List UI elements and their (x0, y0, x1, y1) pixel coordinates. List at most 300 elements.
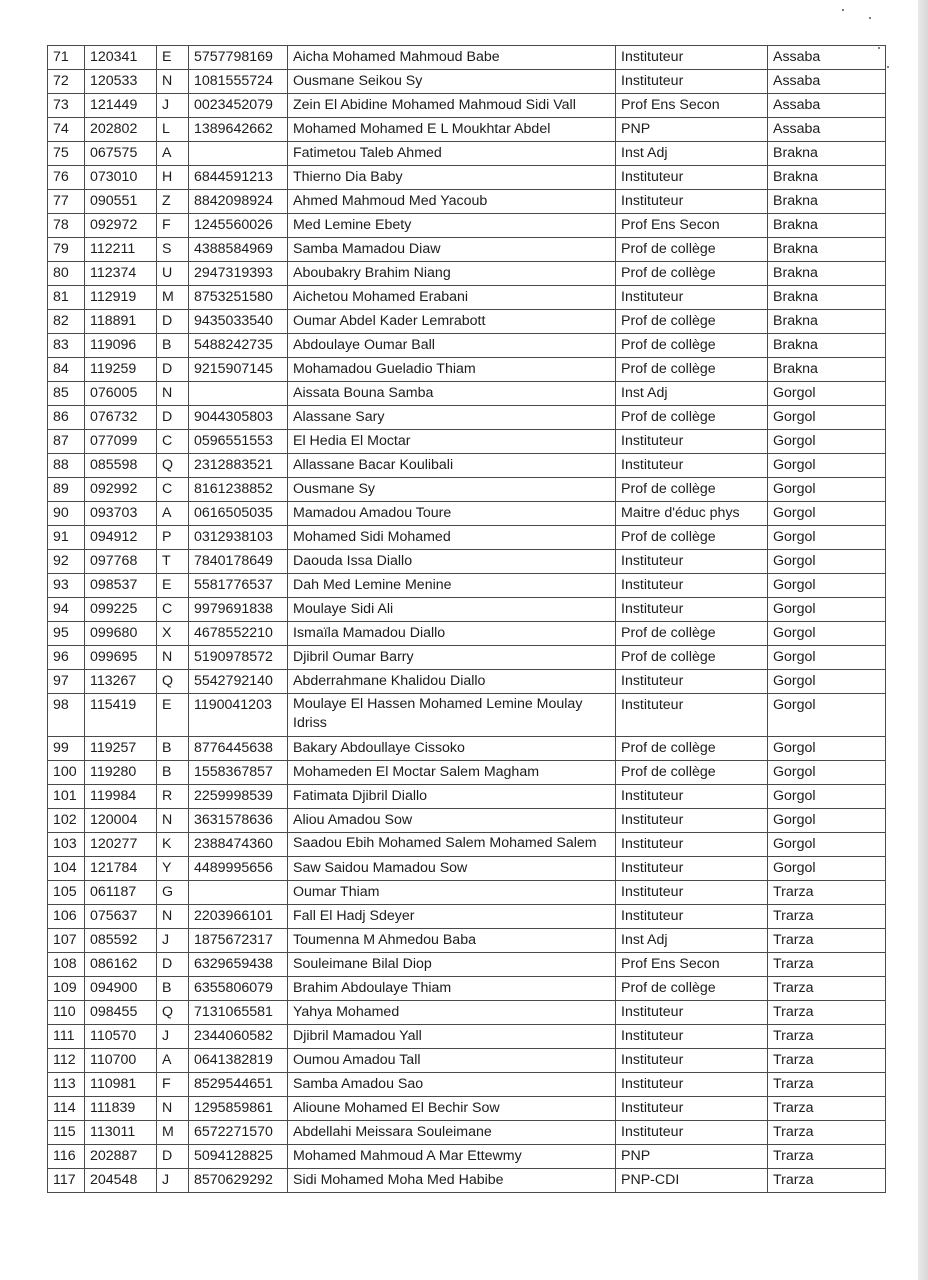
wilaya-cell: Gorgol (768, 526, 886, 550)
row-number-cell: 84 (48, 358, 85, 382)
wilaya-cell: Assaba (768, 118, 886, 142)
function-cell: Instituteur (616, 70, 768, 94)
wilaya-cell: Trarza (768, 1145, 886, 1169)
row-number-cell: 86 (48, 406, 85, 430)
table-row (48, 262, 886, 286)
nni-cell: 8161238852 (189, 478, 288, 502)
nni-cell: 6844591213 (189, 166, 288, 190)
wilaya-cell: Gorgol (768, 670, 886, 694)
nni-cell: 0596551553 (189, 430, 288, 454)
nni-cell: 7131065581 (189, 1001, 288, 1025)
full-name-cell: Abderrahmane Khalidou Diallo (288, 670, 616, 694)
table-row (48, 646, 886, 670)
function-cell: Instituteur (616, 785, 768, 809)
table-row (48, 166, 886, 190)
key-letter-cell: A (157, 142, 189, 166)
wilaya-cell: Brakna (768, 334, 886, 358)
table-row (48, 526, 886, 550)
row-number-cell: 90 (48, 502, 85, 526)
function-cell: Instituteur (616, 550, 768, 574)
full-name-cell: Ahmed Mahmoud Med Yacoub (288, 190, 616, 214)
wilaya-cell: Brakna (768, 214, 886, 238)
function-cell: Prof Ens Secon (616, 94, 768, 118)
full-name-cell: El Hedia El Moctar (288, 430, 616, 454)
function-cell: Prof de collège (616, 761, 768, 785)
key-letter-cell: S (157, 238, 189, 262)
full-name-cell: Aichetou Mohamed Erabani (288, 286, 616, 310)
function-cell: PNP (616, 1145, 768, 1169)
key-letter-cell: C (157, 430, 189, 454)
wilaya-cell: Brakna (768, 166, 886, 190)
key-letter-cell: C (157, 478, 189, 502)
matricule-cell: 120277 (85, 833, 157, 857)
wilaya-cell: Trarza (768, 929, 886, 953)
full-name-cell: Aboubakry Brahim Niang (288, 262, 616, 286)
wilaya-cell: Gorgol (768, 574, 886, 598)
full-name-cell: Djibril Mamadou Yall (288, 1025, 616, 1049)
table-row (48, 809, 886, 833)
row-number-cell: 98 (48, 694, 85, 737)
wilaya-cell: Gorgol (768, 406, 886, 430)
full-name-cell: Saadou Ebih Mohamed Salem Mohamed Salem (288, 833, 616, 857)
key-letter-cell: M (157, 286, 189, 310)
key-letter-cell: Q (157, 670, 189, 694)
nni-cell: 1245560026 (189, 214, 288, 238)
matricule-cell: 118891 (85, 310, 157, 334)
full-name-cell: Ousmane Seikou Sy (288, 70, 616, 94)
row-number-cell: 92 (48, 550, 85, 574)
nni-cell: 2344060582 (189, 1025, 288, 1049)
key-letter-cell: L (157, 118, 189, 142)
row-number-cell: 110 (48, 1001, 85, 1025)
key-letter-cell: B (157, 761, 189, 785)
nni-cell: 4489995656 (189, 857, 288, 881)
nni-cell: 8842098924 (189, 190, 288, 214)
function-cell: PNP-CDI (616, 1169, 768, 1193)
matricule-cell: 092992 (85, 478, 157, 502)
function-cell: Instituteur (616, 1049, 768, 1073)
function-cell: Instituteur (616, 809, 768, 833)
scan-speck (887, 66, 889, 68)
matricule-cell: 097768 (85, 550, 157, 574)
matricule-cell: 093703 (85, 502, 157, 526)
full-name-cell: Samba Mamadou Diaw (288, 238, 616, 262)
matricule-cell: 112919 (85, 286, 157, 310)
wilaya-cell: Trarza (768, 1049, 886, 1073)
table-row (48, 1145, 886, 1169)
table-row (48, 1001, 886, 1025)
key-letter-cell: F (157, 214, 189, 238)
table-row (48, 502, 886, 526)
row-number-cell: 97 (48, 670, 85, 694)
wilaya-cell: Trarza (768, 1097, 886, 1121)
nni-cell: 6572271570 (189, 1121, 288, 1145)
scan-speck (869, 17, 871, 19)
full-name-cell: Dah Med Lemine Menine (288, 574, 616, 598)
table-row (48, 286, 886, 310)
wilaya-cell: Trarza (768, 905, 886, 929)
matricule-cell: 061187 (85, 881, 157, 905)
wilaya-cell: Gorgol (768, 550, 886, 574)
matricule-cell: 098537 (85, 574, 157, 598)
nni-cell: 4388584969 (189, 238, 288, 262)
matricule-cell: 076005 (85, 382, 157, 406)
full-name-cell: Moulaye Sidi Ali (288, 598, 616, 622)
row-number-cell: 83 (48, 334, 85, 358)
key-letter-cell: D (157, 310, 189, 334)
wilaya-cell: Gorgol (768, 382, 886, 406)
wilaya-cell: Gorgol (768, 622, 886, 646)
key-letter-cell: C (157, 598, 189, 622)
function-cell: Prof de collège (616, 622, 768, 646)
key-letter-cell: D (157, 953, 189, 977)
table-row (48, 574, 886, 598)
key-letter-cell: J (157, 1169, 189, 1193)
nni-cell: 2947319393 (189, 262, 288, 286)
function-cell: Prof de collège (616, 334, 768, 358)
function-cell: Instituteur (616, 833, 768, 857)
wilaya-cell: Gorgol (768, 454, 886, 478)
full-name-cell: Sidi Mohamed Moha Med Habibe (288, 1169, 616, 1193)
wilaya-cell: Gorgol (768, 833, 886, 857)
nni-cell: 9044305803 (189, 406, 288, 430)
matricule-cell: 113011 (85, 1121, 157, 1145)
table-row (48, 977, 886, 1001)
full-name-cell: Souleimane Bilal Diop (288, 953, 616, 977)
table-row (48, 761, 886, 785)
matricule-cell: 099695 (85, 646, 157, 670)
table-row (48, 70, 886, 94)
key-letter-cell: Z (157, 190, 189, 214)
matricule-cell: 086162 (85, 953, 157, 977)
wilaya-cell: Gorgol (768, 430, 886, 454)
table-row (48, 737, 886, 761)
matricule-cell: 111839 (85, 1097, 157, 1121)
matricule-cell: 202887 (85, 1145, 157, 1169)
key-letter-cell: D (157, 406, 189, 430)
full-name-cell: Moulaye El Hassen Mohamed Lemine Moulay Idriss (288, 694, 616, 737)
table-row (48, 238, 886, 262)
row-number-cell: 80 (48, 262, 85, 286)
nni-cell: 5094128825 (189, 1145, 288, 1169)
wilaya-cell: Trarza (768, 953, 886, 977)
key-letter-cell: D (157, 358, 189, 382)
table-row (48, 1169, 886, 1193)
wilaya-cell: Gorgol (768, 761, 886, 785)
full-name-cell: Oumar Abdel Kader Lemrabott (288, 310, 616, 334)
table-row (48, 1097, 886, 1121)
key-letter-cell: N (157, 809, 189, 833)
full-name-cell: Mohamed Sidi Mohamed (288, 526, 616, 550)
nni-cell: 0312938103 (189, 526, 288, 550)
function-cell: Instituteur (616, 1073, 768, 1097)
key-letter-cell: E (157, 574, 189, 598)
nni-cell (189, 142, 288, 166)
wilaya-cell: Gorgol (768, 502, 886, 526)
key-letter-cell: K (157, 833, 189, 857)
key-letter-cell: X (157, 622, 189, 646)
wilaya-cell: Brakna (768, 262, 886, 286)
matricule-cell: 115419 (85, 694, 157, 737)
nni-cell: 9979691838 (189, 598, 288, 622)
row-number-cell: 102 (48, 809, 85, 833)
table-row (48, 118, 886, 142)
full-name-cell: Alioune Mohamed El Bechir Sow (288, 1097, 616, 1121)
row-number-cell: 74 (48, 118, 85, 142)
table-row (48, 833, 886, 857)
nni-cell: 0023452079 (189, 94, 288, 118)
key-letter-cell: B (157, 334, 189, 358)
table-row (48, 622, 886, 646)
full-name-cell: Aicha Mohamed Mahmoud Babe (288, 46, 616, 70)
key-letter-cell: D (157, 1145, 189, 1169)
full-name-cell: Allassane Bacar Koulibali (288, 454, 616, 478)
matricule-cell: 067575 (85, 142, 157, 166)
matricule-cell: 120533 (85, 70, 157, 94)
full-name-cell: Saw Saidou Mamadou Sow (288, 857, 616, 881)
table-row (48, 190, 886, 214)
table-row (48, 929, 886, 953)
row-number-cell: 87 (48, 430, 85, 454)
row-number-cell: 75 (48, 142, 85, 166)
wilaya-cell: Brakna (768, 190, 886, 214)
function-cell: Instituteur (616, 190, 768, 214)
row-number-cell: 116 (48, 1145, 85, 1169)
key-letter-cell: N (157, 1097, 189, 1121)
scan-speck (842, 9, 844, 11)
nni-cell: 1190041203 (189, 694, 288, 737)
row-number-cell: 113 (48, 1073, 85, 1097)
matricule-cell: 073010 (85, 166, 157, 190)
function-cell: Instituteur (616, 694, 768, 737)
full-name-cell: Ismaïla Mamadou Diallo (288, 622, 616, 646)
wilaya-cell: Gorgol (768, 857, 886, 881)
table-row (48, 454, 886, 478)
key-letter-cell: B (157, 737, 189, 761)
function-cell: Instituteur (616, 166, 768, 190)
table-row (48, 857, 886, 881)
nni-cell: 1295859861 (189, 1097, 288, 1121)
row-number-cell: 115 (48, 1121, 85, 1145)
key-letter-cell: A (157, 502, 189, 526)
row-number-cell: 88 (48, 454, 85, 478)
function-cell: Instituteur (616, 857, 768, 881)
nni-cell: 7840178649 (189, 550, 288, 574)
function-cell: Prof de collège (616, 526, 768, 550)
wilaya-cell: Trarza (768, 1073, 886, 1097)
row-number-cell: 93 (48, 574, 85, 598)
wilaya-cell: Gorgol (768, 646, 886, 670)
row-number-cell: 79 (48, 238, 85, 262)
function-cell: Prof de collège (616, 406, 768, 430)
wilaya-cell: Gorgol (768, 737, 886, 761)
row-number-cell: 72 (48, 70, 85, 94)
function-cell: Instituteur (616, 46, 768, 70)
function-cell: Prof de collège (616, 238, 768, 262)
key-letter-cell: J (157, 929, 189, 953)
personnel-table (47, 45, 886, 1193)
row-number-cell: 100 (48, 761, 85, 785)
matricule-cell: 112374 (85, 262, 157, 286)
full-name-cell: Oumar Thiam (288, 881, 616, 905)
matricule-cell: 119096 (85, 334, 157, 358)
wilaya-cell: Trarza (768, 1121, 886, 1145)
matricule-cell: 077099 (85, 430, 157, 454)
matricule-cell: 094900 (85, 977, 157, 1001)
function-cell: Instituteur (616, 574, 768, 598)
table-row (48, 406, 886, 430)
matricule-cell: 085592 (85, 929, 157, 953)
function-cell: Instituteur (616, 286, 768, 310)
full-name-cell: Ousmane Sy (288, 478, 616, 502)
key-letter-cell: Y (157, 857, 189, 881)
nni-cell: 9435033540 (189, 310, 288, 334)
nni-cell: 8776445638 (189, 737, 288, 761)
table-row (48, 670, 886, 694)
wilaya-cell: Gorgol (768, 785, 886, 809)
function-cell: Maitre d'éduc phys (616, 502, 768, 526)
row-number-cell: 85 (48, 382, 85, 406)
nni-cell: 2312883521 (189, 454, 288, 478)
full-name-cell: Brahim Abdoulaye Thiam (288, 977, 616, 1001)
nni-cell: 6329659438 (189, 953, 288, 977)
nni-cell: 1875672317 (189, 929, 288, 953)
wilaya-cell: Trarza (768, 1001, 886, 1025)
nni-cell: 4678552210 (189, 622, 288, 646)
key-letter-cell: M (157, 1121, 189, 1145)
table-row (48, 430, 886, 454)
table-row (48, 694, 886, 737)
wilaya-cell: Trarza (768, 1025, 886, 1049)
nni-cell: 1081555724 (189, 70, 288, 94)
full-name-cell: Abdoulaye Oumar Ball (288, 334, 616, 358)
matricule-cell: 085598 (85, 454, 157, 478)
nni-cell: 9215907145 (189, 358, 288, 382)
row-number-cell: 71 (48, 46, 85, 70)
wilaya-cell: Trarza (768, 977, 886, 1001)
function-cell: Inst Adj (616, 929, 768, 953)
full-name-cell: Abdellahi Meissara Souleimane (288, 1121, 616, 1145)
full-name-cell: Toumenna M Ahmedou Baba (288, 929, 616, 953)
row-number-cell: 76 (48, 166, 85, 190)
function-cell: Prof de collège (616, 262, 768, 286)
nni-cell: 0641382819 (189, 1049, 288, 1073)
full-name-cell: Mohameden El Moctar Salem Magham (288, 761, 616, 785)
function-cell: Prof Ens Secon (616, 214, 768, 238)
row-number-cell: 78 (48, 214, 85, 238)
table-row (48, 953, 886, 977)
table-row (48, 358, 886, 382)
matricule-cell: 099680 (85, 622, 157, 646)
row-number-cell: 89 (48, 478, 85, 502)
table-row (48, 382, 886, 406)
nni-cell: 0616505035 (189, 502, 288, 526)
row-number-cell: 94 (48, 598, 85, 622)
function-cell: Inst Adj (616, 382, 768, 406)
matricule-cell: 110981 (85, 1073, 157, 1097)
row-number-cell: 114 (48, 1097, 85, 1121)
matricule-cell: 075637 (85, 905, 157, 929)
function-cell: Instituteur (616, 1025, 768, 1049)
nni-cell: 1389642662 (189, 118, 288, 142)
function-cell: Instituteur (616, 598, 768, 622)
full-name-cell: Thierno Dia Baby (288, 166, 616, 190)
table-row (48, 1073, 886, 1097)
row-number-cell: 81 (48, 286, 85, 310)
matricule-cell: 110700 (85, 1049, 157, 1073)
nni-cell: 8753251580 (189, 286, 288, 310)
wilaya-cell: Gorgol (768, 694, 886, 737)
wilaya-cell: Brakna (768, 238, 886, 262)
key-letter-cell: G (157, 881, 189, 905)
row-number-cell: 112 (48, 1049, 85, 1073)
function-cell: Instituteur (616, 454, 768, 478)
table-row (48, 334, 886, 358)
function-cell: Instituteur (616, 881, 768, 905)
table-body (48, 46, 886, 1193)
row-number-cell: 105 (48, 881, 85, 905)
table-row (48, 881, 886, 905)
row-number-cell: 99 (48, 737, 85, 761)
full-name-cell: Fatimetou Taleb Ahmed (288, 142, 616, 166)
matricule-cell: 092972 (85, 214, 157, 238)
function-cell: Instituteur (616, 670, 768, 694)
key-letter-cell: N (157, 382, 189, 406)
matricule-cell: 112211 (85, 238, 157, 262)
key-letter-cell: H (157, 166, 189, 190)
matricule-cell: 119984 (85, 785, 157, 809)
key-letter-cell: E (157, 46, 189, 70)
matricule-cell: 099225 (85, 598, 157, 622)
wilaya-cell: Gorgol (768, 478, 886, 502)
nni-cell: 5757798169 (189, 46, 288, 70)
key-letter-cell: P (157, 526, 189, 550)
scan-page-edge (918, 0, 928, 1280)
row-number-cell: 96 (48, 646, 85, 670)
nni-cell: 8570629292 (189, 1169, 288, 1193)
function-cell: Inst Adj (616, 142, 768, 166)
table-row (48, 785, 886, 809)
full-name-cell: Mohamed Mahmoud A Mar Ettewmy (288, 1145, 616, 1169)
nni-cell: 1558367857 (189, 761, 288, 785)
nni-cell (189, 382, 288, 406)
function-cell: Instituteur (616, 1097, 768, 1121)
full-name-cell: Aliou Amadou Sow (288, 809, 616, 833)
row-number-cell: 82 (48, 310, 85, 334)
key-letter-cell: J (157, 94, 189, 118)
wilaya-cell: Brakna (768, 142, 886, 166)
function-cell: Prof de collège (616, 478, 768, 502)
row-number-cell: 117 (48, 1169, 85, 1193)
matricule-cell: 090551 (85, 190, 157, 214)
matricule-cell: 076732 (85, 406, 157, 430)
row-number-cell: 77 (48, 190, 85, 214)
full-name-cell: Samba Amadou Sao (288, 1073, 616, 1097)
nni-cell: 5581776537 (189, 574, 288, 598)
matricule-cell: 120341 (85, 46, 157, 70)
wilaya-cell: Trarza (768, 881, 886, 905)
function-cell: PNP (616, 118, 768, 142)
nni-cell: 6355806079 (189, 977, 288, 1001)
matricule-cell: 119257 (85, 737, 157, 761)
function-cell: Prof de collège (616, 737, 768, 761)
nni-cell: 3631578636 (189, 809, 288, 833)
matricule-cell: 121784 (85, 857, 157, 881)
full-name-cell: Djibril Oumar Barry (288, 646, 616, 670)
row-number-cell: 91 (48, 526, 85, 550)
wilaya-cell: Gorgol (768, 598, 886, 622)
matricule-cell: 119280 (85, 761, 157, 785)
